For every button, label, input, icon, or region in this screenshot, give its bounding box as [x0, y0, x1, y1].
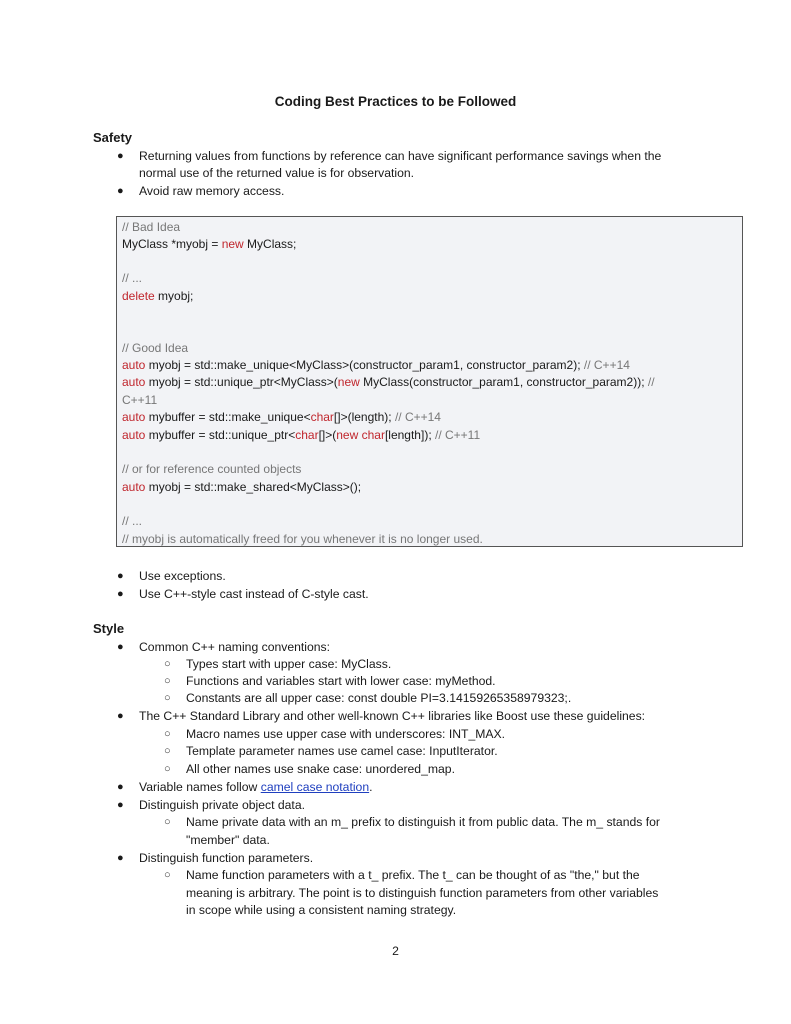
style-stdlib-sub-3: All other names use snake case: unordered_map. [186, 762, 455, 776]
style-private-sub-line-2: "member" data. [186, 833, 270, 847]
safety-bullet-exceptions: Use exceptions. [139, 569, 226, 583]
bullet-dot-icon: ● [117, 710, 124, 722]
style-heading: Style [93, 621, 125, 636]
bullet-dot-icon: ● [117, 150, 124, 162]
bullet-dot-icon: ● [117, 799, 124, 811]
page-number: 2 [392, 944, 399, 958]
style-private-data: Distinguish private object data. [139, 798, 305, 812]
code-comment-freed: // myobj is automatically freed for you whenever it is no longer used. [122, 532, 483, 546]
style-params-sub-line-1: Name function parameters with a t_ prefix. The t_ can be thought of as "the," but the [186, 868, 640, 882]
code-comment-good-idea: // Good Idea [122, 341, 189, 355]
code-line-make-unique: auto myobj = std::make_unique<MyClass>(constructor_param1, constructor_param2); // C++14 [122, 358, 630, 372]
safety-bullet-1-line-1: Returning values from functions by reference can have significant performance savings when the [139, 149, 662, 163]
style-variable-names: Variable names follow camel case notation. [139, 780, 373, 794]
hollow-circle-icon: ○ [164, 763, 171, 775]
hollow-circle-icon: ○ [164, 728, 171, 740]
bullet-dot-icon: ● [117, 185, 124, 197]
code-comment-refcount: // or for reference counted objects [122, 462, 302, 476]
bullet-dot-icon: ● [117, 641, 124, 653]
style-function-params: Distinguish function parameters. [139, 851, 314, 865]
style-naming-conventions: Common C++ naming conventions: [139, 640, 331, 654]
code-comment-ellipsis: // ... [122, 271, 143, 285]
safety-heading: Safety [93, 130, 133, 145]
style-stdlib-sub-1: Macro names use upper case with underscores: INT_MAX. [186, 727, 506, 741]
page-title: Coding Best Practices to be Followed [274, 94, 517, 109]
camel-case-link[interactable]: camel case notation [260, 780, 370, 794]
code-comment-bad-idea: // Bad Idea [122, 220, 181, 234]
hollow-circle-icon: ○ [164, 745, 171, 757]
style-stdlib: The C++ Standard Library and other well-known C++ libraries like Boost use these guidelines: [139, 709, 646, 723]
style-naming-sub-2: Functions and variables start with lower case: myMethod. [186, 674, 496, 688]
style-stdlib-sub-2: Template parameter names use camel case: InputIterator. [186, 744, 498, 758]
bullet-dot-icon: ● [117, 570, 124, 582]
hollow-circle-icon: ○ [164, 675, 171, 687]
style-naming-sub-1: Types start with upper case: MyClass. [186, 657, 392, 671]
style-naming-sub-3: Constants are all upper case: const double PI=3.14159265358979323;. [186, 691, 572, 705]
style-params-sub-line-2: meaning is arbitrary. The point is to distinguish function parameters from other variables [186, 886, 659, 900]
code-line-delete: delete myobj; [122, 289, 194, 303]
hollow-circle-icon: ○ [164, 658, 171, 670]
hollow-circle-icon: ○ [164, 692, 171, 704]
code-line-make-shared: auto myobj = std::make_shared<MyClass>(); [122, 480, 362, 494]
safety-bullet-1-line-2: normal use of the returned value is for observation. [139, 166, 415, 180]
hollow-circle-icon: ○ [164, 869, 171, 881]
safety-bullet-casts: Use C++-style cast instead of C-style cast. [139, 587, 369, 601]
code-line-unique-ptr-comment: C++11 [122, 393, 158, 407]
code-line-unique-ptr: auto myobj = std::unique_ptr<MyClass>(new MyClass(constructor_param1, constructor_param2)); // [122, 375, 655, 389]
bullet-dot-icon: ● [117, 781, 124, 793]
safety-bullet-2: Avoid raw memory access. [139, 184, 285, 198]
hollow-circle-icon: ○ [164, 816, 171, 828]
style-private-sub-line-1: Name private data with an m_ prefix to distinguish it from public data. The m_ stands for [186, 815, 660, 829]
code-line-bad-new: MyClass *myobj = new MyClass; [122, 237, 297, 251]
code-line-buffer-unique-ptr: auto mybuffer = std::unique_ptr<char[]>(new char[length]); // C++11 [122, 428, 481, 442]
bullet-dot-icon: ● [117, 588, 124, 600]
style-params-sub-line-3: in scope while using a consistent naming strategy. [186, 903, 457, 917]
code-line-buffer-make-unique: auto mybuffer = std::make_unique<char[]>(length); // C++14 [122, 410, 441, 424]
code-comment-ellipsis-2: // ... [122, 514, 143, 528]
bullet-dot-icon: ● [117, 852, 124, 864]
